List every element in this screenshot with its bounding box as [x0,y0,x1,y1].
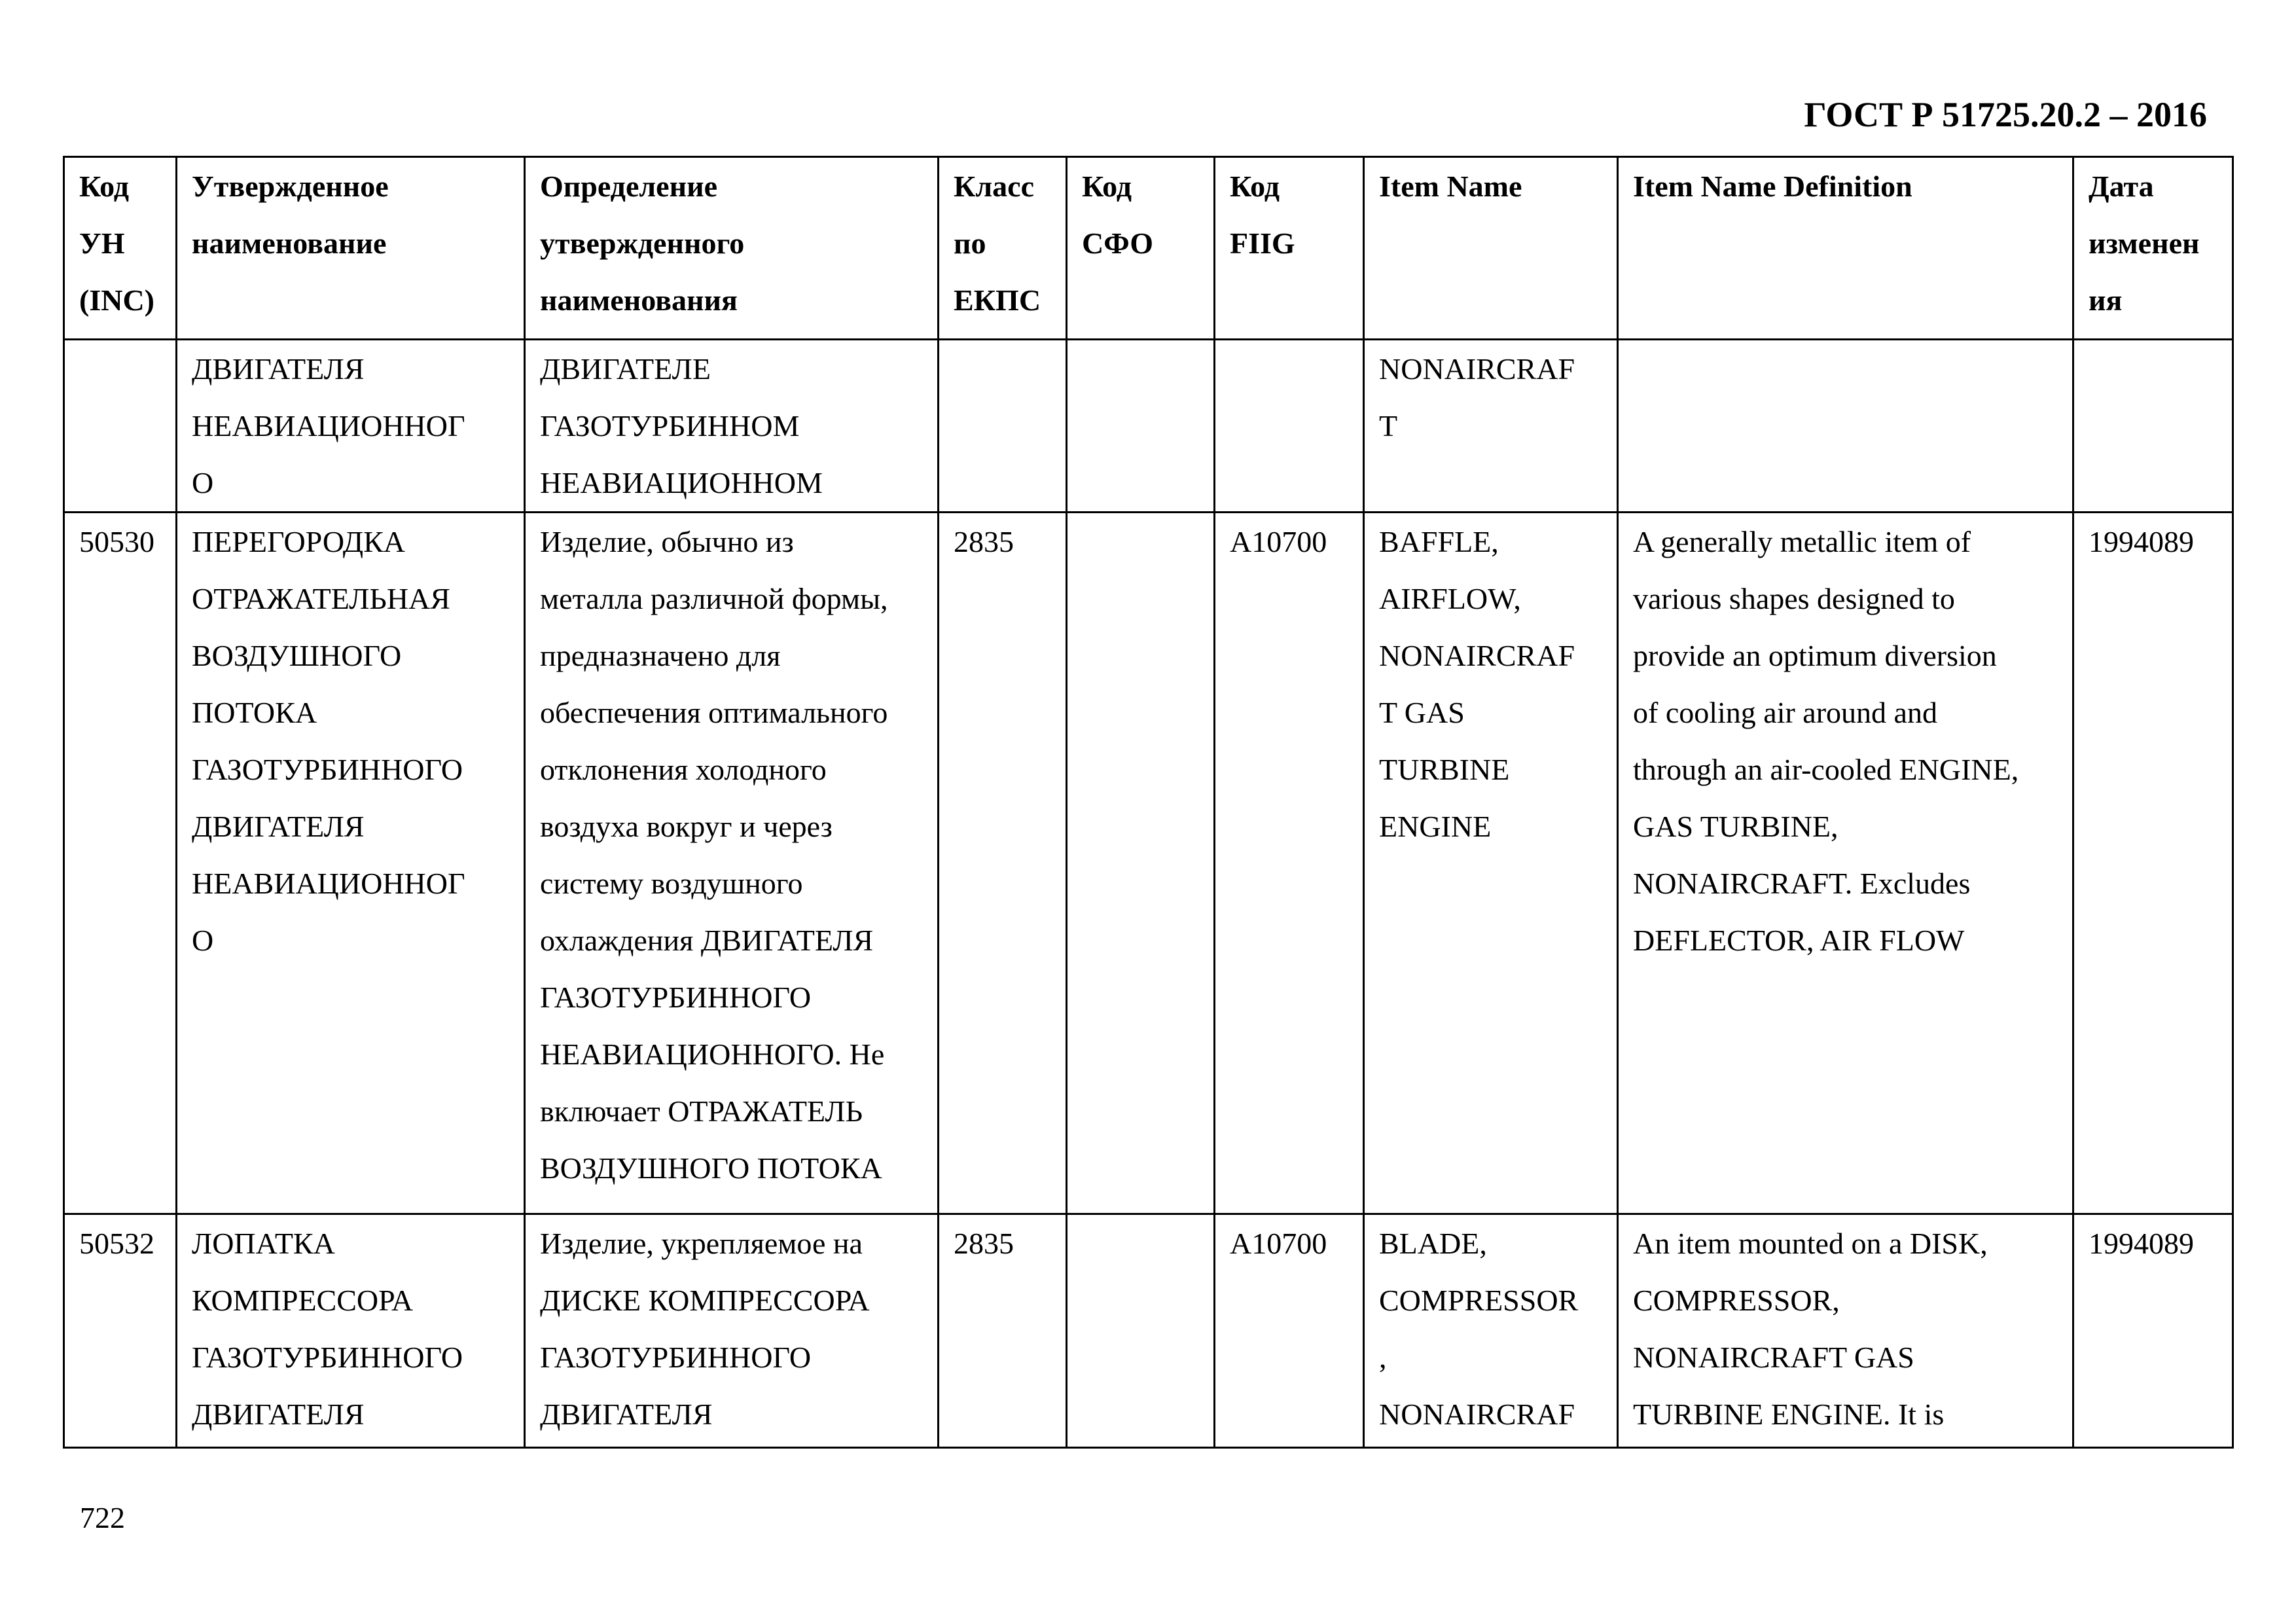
column-header-change-date: Дата изменен ия [2073,157,2233,340]
cell-change-date: 1994089 [2073,513,2233,1214]
cell-item-name: BAFFLE, AIRFLOW, NONAIRCRAF T GAS TURBINE ENGINE [1364,513,1618,1214]
cell-sfo [1067,513,1215,1214]
cell-change-date [2073,340,2233,513]
cell-sfo [1067,1214,1215,1448]
cell-item-name-definition [1618,340,2073,513]
cell-fiig [1215,340,1364,513]
column-header-sfo: Код СФО [1067,157,1215,340]
cell-inc [64,340,177,513]
cell-fiig: A10700 [1215,513,1364,1214]
cell-definition: Изделие, обычно из металла различной формы, предназначено для обеспечения оптимального отклонения холодного воздуха вокруг и через систему воздушного охлаждения ДВИГАТЕЛЯ ГАЗОТУРБИННОГО НЕАВИАЦИОННОГО. Не включает ОТРАЖАТЕЛЬ ВОЗДУШНОГО ПОТОКА [525,513,939,1214]
column-header-class: Класс по ЕКПС [939,157,1067,340]
table-row [64,340,2233,513]
cell-inc: 50530 [64,513,177,1214]
column-header-fiig: Код FIIG [1215,157,1364,340]
cell-item-name: NONAIRCRAF T [1364,340,1618,513]
cell-item-name: BLADE, COMPRESSOR , NONAIRCRAF [1364,1214,1618,1448]
cell-class [939,340,1067,513]
column-header-item-name: Item Name [1364,157,1618,340]
cell-definition: Изделие, укрепляемое на ДИСКЕ КОМПРЕССОРА ГАЗОТУРБИННОГО ДВИГАТЕЛЯ [525,1214,939,1448]
cell-sfo [1067,340,1215,513]
cell-class: 2835 [939,513,1067,1214]
cell-fiig: A10700 [1215,1214,1364,1448]
column-header-inc: Код УН (INC) [64,157,177,340]
column-header-definition: Определение утвержденного наименования [525,157,939,340]
item-names-table [63,156,2234,1449]
cell-approved-name: ДВИГАТЕЛЯ НЕАВИАЦИОННОГ О [177,340,525,513]
cell-item-name-definition: A generally metallic item of various shapes designed to provide an optimum diversion of cooling air around and through an air-cooled ENGINE, GAS TURBINE, NONAIRCRAFT. Excludes DEFLECTOR, AIR FLOW [1618,513,2073,1214]
document-code: ГОСТ Р 51725.20.2 – 2016 [1804,95,2207,134]
table-row [64,1214,2233,1448]
page-number: 722 [80,1501,125,1534]
cell-approved-name: ПЕРЕГОРОДКА ОТРАЖАТЕЛЬНАЯ ВОЗДУШНОГО ПОТОКА ГАЗОТУРБИННОГО ДВИГАТЕЛЯ НЕАВИАЦИОННОГ О [177,513,525,1214]
cell-change-date: 1994089 [2073,1214,2233,1448]
column-header-approved-name: Утвержденное наименование [177,157,525,340]
cell-definition: ДВИГАТЕЛЕ ГАЗОТУРБИННОМ НЕАВИАЦИОННОМ [525,340,939,513]
cell-inc: 50532 [64,1214,177,1448]
table-row [64,513,2233,1214]
column-header-item-name-definition: Item Name Definition [1618,157,2073,340]
cell-item-name-definition: An item mounted on a DISK, COMPRESSOR, NONAIRCRAFT GAS TURBINE ENGINE. It is [1618,1214,2073,1448]
cell-class: 2835 [939,1214,1067,1448]
cell-approved-name: ЛОПАТКА КОМПРЕССОРА ГАЗОТУРБИННОГО ДВИГАТЕЛЯ [177,1214,525,1448]
table-header-row [64,157,2233,340]
